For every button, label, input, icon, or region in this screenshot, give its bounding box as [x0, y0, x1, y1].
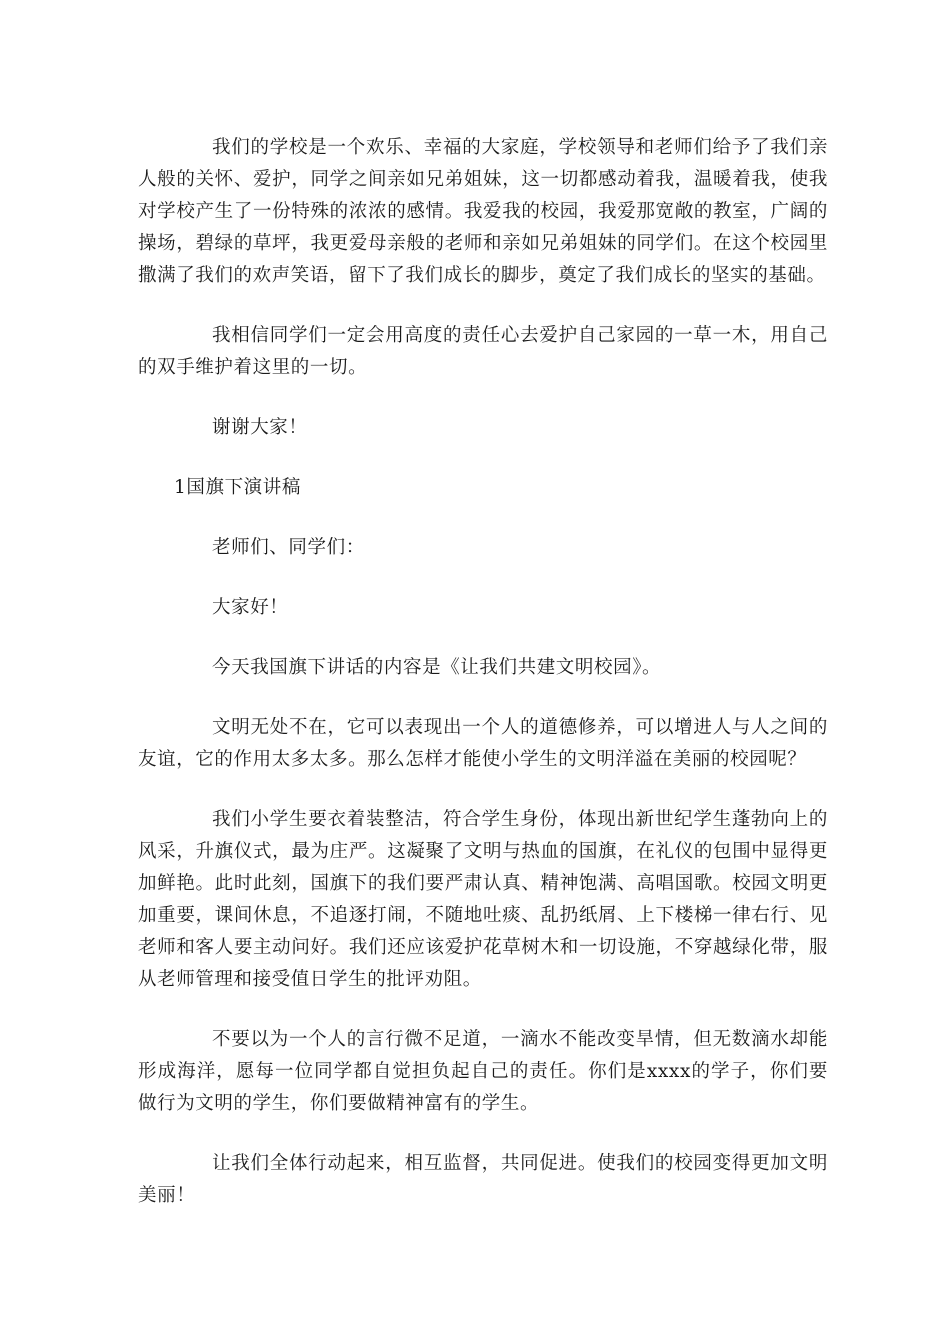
section-heading: 1国旗下演讲稿: [174, 477, 301, 498]
paragraph-civility-intro: 文明无处不在，它可以表现出一个人的道德修养，可以增进人与人之间的友谊，它的作用太多太多。那么怎样才能使小学生的文明洋溢在美丽的校园呢？: [138, 717, 828, 770]
document-body: [138, 132, 828, 1240]
paragraph-responsibility: 我相信同学们一定会用高度的责任心去爱护自己家园的一草一木，用自己的双手维护着这里的一切。: [138, 325, 828, 378]
paragraph-thanks: 谢谢大家！: [212, 417, 308, 438]
paragraph-topic: 今天我国旗下讲话的内容是《让我们共建文明校园》。: [212, 657, 662, 678]
paragraph-school-family: 我们的学校是一个欢乐、幸福的大家庭，学校领导和老师们给予了我们亲人般的关怀、爱护，同学之间亲如兄弟姐妹，这一切都感动着我，温暖着我，使我对学校产生了一份特殊的浓浓的感情。我爱我的校园，我爱那宽敞的教室，广阔的操场，碧绿的草坪，我更爱母亲般的老师和亲如兄弟姐妹的同学们。在这个校园里撒满了我们的欢声笑语，留下了我们成长的脚步，奠定了我们成长的坚实的基础。: [138, 137, 828, 286]
paragraph-greeting-audience: 老师们、同学们：: [212, 537, 365, 558]
paragraph-call-to-action: 让我们全体行动起来，相互监督，共同促进。使我们的校园变得更加文明美丽！: [138, 1153, 828, 1206]
paragraph-greeting-hello: 大家好！: [212, 597, 289, 618]
paragraph-civility-details: 我们小学生要衣着装整洁，符合学生身份，体现出新世纪学生蓬勃向上的风采，升旗仪式，最为庄严。这凝聚了文明与热血的国旗，在礼仪的包围中显得更加鲜艳。此时此刻，国旗下的我们要严肃认真、精神饱满、高唱国歌。校园文明更加重要，课间休息，不追逐打闹，不随地吐痰、乱扔纸屑、上下楼梯一律右行、见老师和客人要主动问好。我们还应该爱护花草树木和一切设施，不穿越绿化带，服从老师管理和接受值日学生的批评劝阻。: [138, 809, 828, 990]
paragraph-drops-of-water: 不要以为一个人的言行微不足道，一滴水不能改变旱情，但无数滴水却能形成海洋，愿每一位同学都自觉担负起自己的责任。你们是xxxx的学子，你们要做行为文明的学生，你们要做精神富有的学生。: [138, 1029, 828, 1114]
